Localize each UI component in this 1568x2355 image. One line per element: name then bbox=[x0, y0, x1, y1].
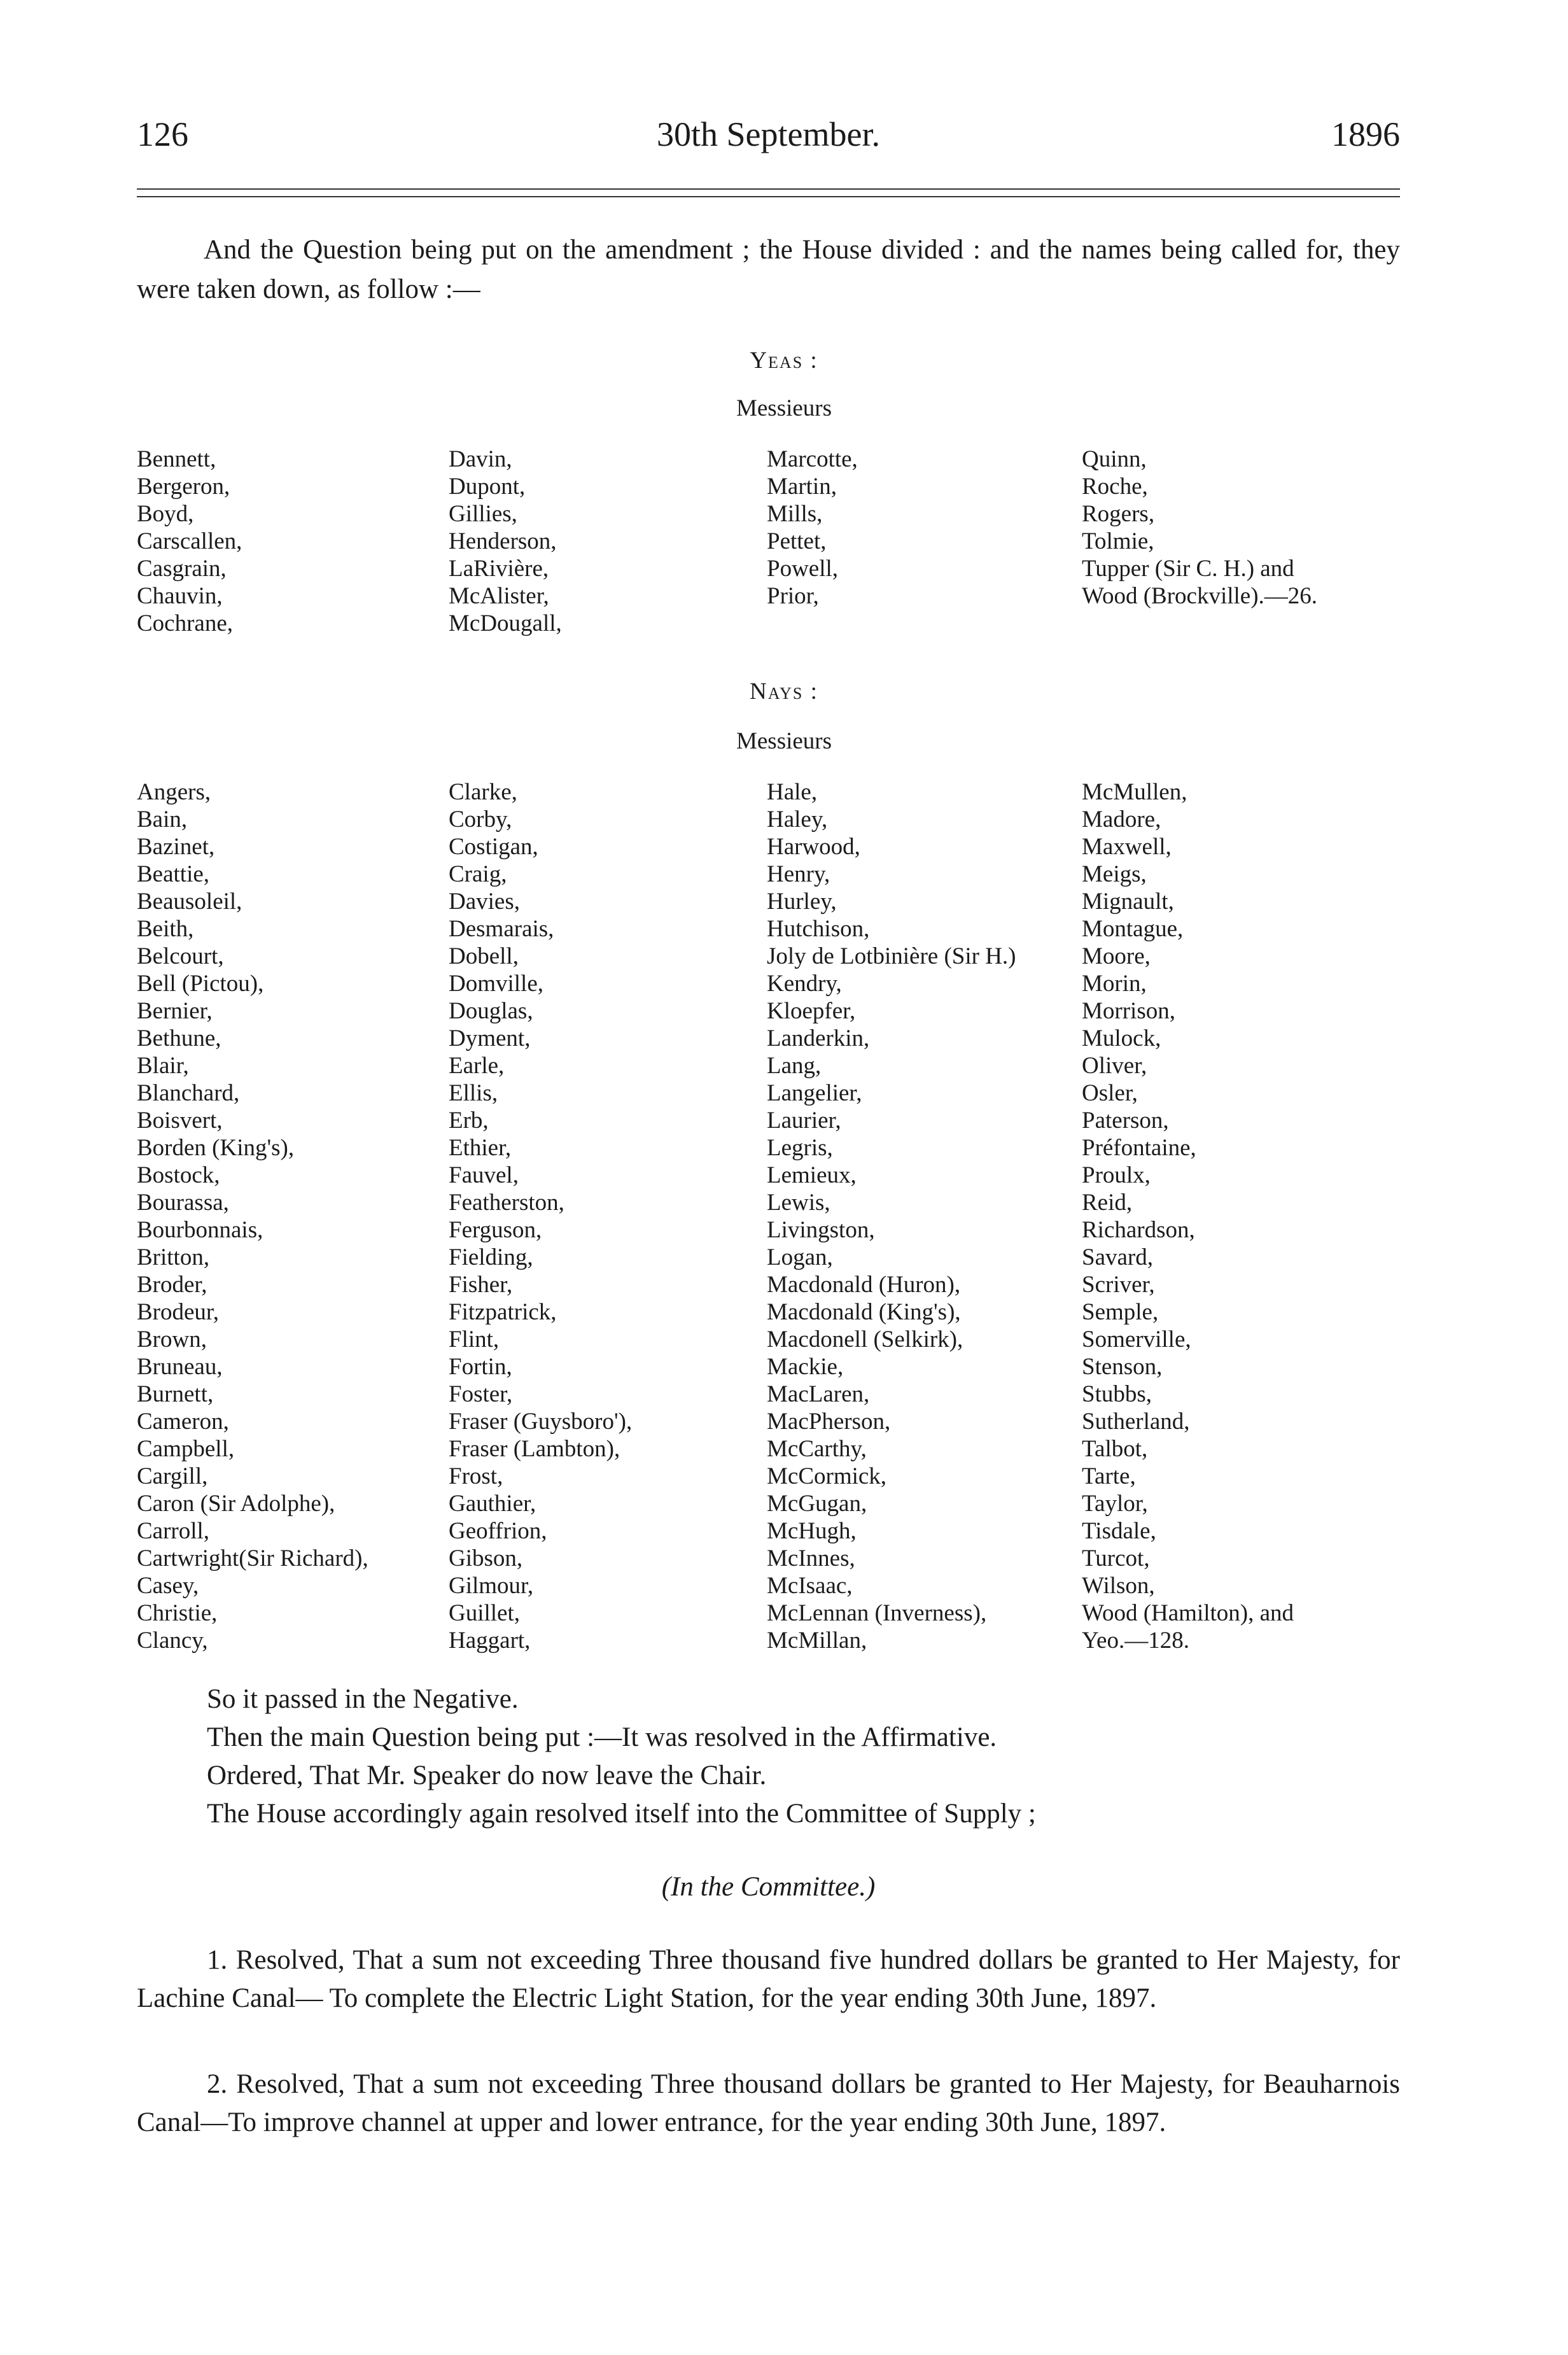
member-name: Casgrain, bbox=[137, 556, 227, 582]
member-name: Powell, bbox=[767, 556, 839, 582]
member-name: Bain, bbox=[137, 806, 188, 833]
member-name: MacLaren, bbox=[767, 1381, 870, 1407]
yeas-column-3 bbox=[767, 446, 858, 610]
member-name: Kloepfer, bbox=[767, 998, 856, 1024]
member-name: Harwood, bbox=[767, 834, 860, 860]
member-name: Ethier, bbox=[449, 1135, 512, 1161]
member-name: Henry, bbox=[767, 861, 830, 887]
member-name: Clarke, bbox=[449, 779, 517, 805]
member-name: Turcot, bbox=[1082, 1545, 1150, 1571]
member-name: McInnes, bbox=[767, 1545, 855, 1571]
member-name: Lewis, bbox=[767, 1190, 830, 1216]
member-name: Montague, bbox=[1082, 916, 1184, 942]
member-name: Haggart, bbox=[449, 1627, 531, 1654]
member-name: Carroll, bbox=[137, 1518, 210, 1544]
member-name: Burnett, bbox=[137, 1381, 214, 1407]
member-name: Moore, bbox=[1082, 943, 1151, 969]
member-name: Ferguson, bbox=[449, 1217, 542, 1243]
member-name: Gibson, bbox=[449, 1545, 523, 1571]
member-name: Borden (King's), bbox=[137, 1135, 295, 1161]
header-rule-bottom bbox=[137, 196, 1400, 197]
member-name: Douglas, bbox=[449, 998, 533, 1024]
member-name: Quinn, bbox=[1082, 446, 1147, 472]
member-name: Chauvin, bbox=[137, 583, 223, 609]
member-name: Tupper (Sir C. H.) and bbox=[1082, 556, 1294, 582]
member-name: Somerville, bbox=[1082, 1326, 1191, 1353]
member-name: Mackie, bbox=[767, 1354, 844, 1380]
member-name: Fraser (Guysboro'), bbox=[449, 1409, 633, 1435]
member-name: Tisdale, bbox=[1082, 1518, 1156, 1544]
member-name: Flint, bbox=[449, 1326, 500, 1353]
member-name: Henderson, bbox=[449, 528, 557, 554]
member-name: Cameron, bbox=[137, 1409, 229, 1435]
member-name: McIsaac, bbox=[767, 1573, 853, 1599]
member-name: Stenson, bbox=[1082, 1354, 1163, 1380]
member-name: Pettet, bbox=[767, 528, 827, 554]
nays-column-3 bbox=[767, 778, 1016, 1654]
member-name: Erb, bbox=[449, 1107, 489, 1134]
member-name: Blair, bbox=[137, 1053, 189, 1079]
member-name: Frost, bbox=[449, 1463, 503, 1489]
yeas-messieurs: Messieurs bbox=[736, 395, 832, 421]
member-name: Bergeron, bbox=[137, 474, 230, 500]
member-name: Caron (Sir Adolphe), bbox=[137, 1491, 335, 1517]
member-name: Carscallen, bbox=[137, 528, 242, 554]
member-name: Madore, bbox=[1082, 806, 1161, 833]
member-name: Domville, bbox=[449, 971, 544, 997]
member-name: Landerkin, bbox=[767, 1025, 870, 1051]
member-name: Richardson, bbox=[1082, 1217, 1195, 1243]
yeas-column-1 bbox=[137, 446, 242, 637]
member-name: Oliver, bbox=[1082, 1053, 1147, 1079]
member-name: Britton, bbox=[137, 1244, 210, 1270]
member-name: Morrison, bbox=[1082, 998, 1175, 1024]
member-name: Proulx, bbox=[1082, 1162, 1151, 1188]
member-name: Fraser (Lambton), bbox=[449, 1436, 620, 1462]
member-name: Casey, bbox=[137, 1573, 199, 1599]
member-name: Martin, bbox=[767, 474, 837, 500]
resolution-text: 1. Resolved, That a sum not exceeding Three thousand five hundred dollars be granted to Her Majesty, for Lachine Canal— To complete the Electric Light Station, for the year ending 30th June, 1897. bbox=[137, 1945, 1400, 2013]
member-name: Gilmour, bbox=[449, 1573, 534, 1599]
resolution-text: 2. Resolved, That a sum not exceeding Three thousand dollars be granted to Her Majesty, for Beauharnois Canal—To improve channel at upper and lower entrance, for the year ending 30th June, 1897. bbox=[137, 2069, 1400, 2137]
proceeding-line: The House accordingly again resolved itself into the Committee of Supply ; bbox=[207, 1799, 1036, 1829]
member-name: Semple, bbox=[1082, 1299, 1159, 1325]
member-name: Roche, bbox=[1082, 474, 1148, 500]
yeas-heading: Yeas : bbox=[750, 348, 818, 374]
page-date: 30th September. bbox=[657, 115, 880, 153]
member-name: Livingston, bbox=[767, 1217, 875, 1243]
member-name: Campbell, bbox=[137, 1436, 235, 1462]
nays-column-4 bbox=[1082, 778, 1294, 1654]
member-name: Tolmie, bbox=[1082, 528, 1154, 554]
member-name: Joly de Lotbinière (Sir H.) bbox=[767, 943, 1016, 969]
member-name: Dobell, bbox=[449, 943, 519, 969]
member-name: McLennan (Inverness), bbox=[767, 1600, 987, 1626]
member-name: Kendry, bbox=[767, 971, 842, 997]
member-name: Boisvert, bbox=[137, 1107, 223, 1134]
resolution-2 bbox=[137, 2065, 1400, 2142]
member-name: Yeo.—128. bbox=[1082, 1627, 1189, 1654]
page-year: 1896 bbox=[1331, 115, 1400, 153]
member-name: Dupont, bbox=[449, 474, 526, 500]
nays-column-2 bbox=[449, 778, 632, 1654]
member-name: Hurley, bbox=[767, 889, 837, 915]
header-rule-top bbox=[137, 188, 1400, 190]
member-name: McHugh, bbox=[767, 1518, 857, 1544]
member-name: Haley, bbox=[767, 806, 828, 833]
member-name: Bennett, bbox=[137, 446, 216, 472]
member-name: Brodeur, bbox=[137, 1299, 220, 1325]
member-name: Fortin, bbox=[449, 1354, 512, 1380]
member-name: Taylor, bbox=[1082, 1491, 1148, 1517]
member-name: Foster, bbox=[449, 1381, 513, 1407]
member-name: Bourassa, bbox=[137, 1190, 229, 1216]
member-name: Davin, bbox=[449, 446, 512, 472]
member-name: Logan, bbox=[767, 1244, 833, 1270]
member-name: Gauthier, bbox=[449, 1491, 536, 1517]
member-name: Christie, bbox=[137, 1600, 218, 1626]
nays-list bbox=[137, 778, 1400, 1657]
member-name: Davies, bbox=[449, 889, 520, 915]
member-name: Lemieux, bbox=[767, 1162, 857, 1188]
member-name: Clancy, bbox=[137, 1627, 208, 1654]
member-name: McCarthy, bbox=[767, 1436, 867, 1462]
member-name: Beith, bbox=[137, 916, 194, 942]
member-name: Beausoleil, bbox=[137, 889, 242, 915]
member-name: Talbot, bbox=[1082, 1436, 1148, 1462]
member-name: Scriver, bbox=[1082, 1272, 1155, 1298]
member-name: Tarte, bbox=[1082, 1463, 1136, 1489]
member-name: McDougall, bbox=[449, 610, 562, 636]
member-name: LaRivière, bbox=[449, 556, 549, 582]
member-name: Belcourt, bbox=[137, 943, 224, 969]
member-name: Legris, bbox=[767, 1135, 833, 1161]
member-name: Bell (Pictou), bbox=[137, 971, 264, 997]
member-name: Costigan, bbox=[449, 834, 538, 860]
yeas-list bbox=[137, 446, 1400, 643]
member-name: Fielding, bbox=[449, 1244, 533, 1270]
member-name: Laurier, bbox=[767, 1107, 841, 1134]
member-name: Ellis, bbox=[449, 1080, 498, 1106]
member-name: Cartwright(Sir Richard), bbox=[137, 1545, 368, 1571]
member-name: Fitzpatrick, bbox=[449, 1299, 557, 1325]
member-name: Savard, bbox=[1082, 1244, 1153, 1270]
member-name: Boyd, bbox=[137, 501, 194, 527]
member-name: Cochrane, bbox=[137, 610, 234, 636]
member-name: Dyment, bbox=[449, 1025, 531, 1051]
member-name: McAlister, bbox=[449, 583, 549, 609]
member-name: Macdonald (King's), bbox=[767, 1299, 961, 1325]
member-name: Rogers, bbox=[1082, 501, 1155, 527]
member-name: Osler, bbox=[1082, 1080, 1138, 1106]
member-name: Meigs, bbox=[1082, 861, 1147, 887]
member-name: McMillan, bbox=[767, 1627, 867, 1654]
member-name: Gillies, bbox=[449, 501, 517, 527]
member-name: Angers, bbox=[137, 779, 211, 805]
member-name: Mulock, bbox=[1082, 1025, 1161, 1051]
member-name: Wood (Brockville).—26. bbox=[1082, 583, 1318, 609]
page-header bbox=[137, 115, 1400, 159]
member-name: Hutchison, bbox=[767, 916, 870, 942]
member-name: Featherston, bbox=[449, 1190, 564, 1216]
nays-heading: Nays : bbox=[750, 678, 818, 705]
nays-messieurs: Messieurs bbox=[736, 728, 832, 754]
member-name: Fisher, bbox=[449, 1272, 513, 1298]
member-name: Bernier, bbox=[137, 998, 213, 1024]
member-name: Guillet, bbox=[449, 1600, 521, 1626]
member-name: Stubbs, bbox=[1082, 1381, 1152, 1407]
member-name: Brown, bbox=[137, 1326, 207, 1353]
member-name: MacPherson, bbox=[767, 1409, 891, 1435]
member-name: Broder, bbox=[137, 1272, 207, 1298]
member-name: Marcotte, bbox=[767, 446, 858, 472]
member-name: Craig, bbox=[449, 861, 507, 887]
member-name: Mills, bbox=[767, 501, 823, 527]
member-name: Beattie, bbox=[137, 861, 210, 887]
member-name: McMullen, bbox=[1082, 779, 1187, 805]
member-name: Wilson, bbox=[1082, 1573, 1155, 1599]
member-name: Préfontaine, bbox=[1082, 1135, 1196, 1161]
member-name: Bourbonnais, bbox=[137, 1217, 263, 1243]
proceeding-line: So it passed in the Negative. bbox=[207, 1684, 519, 1714]
member-name: Lang, bbox=[767, 1053, 822, 1079]
member-name: McGugan, bbox=[767, 1491, 867, 1517]
resolution-1 bbox=[137, 1941, 1400, 2018]
member-name: Earle, bbox=[449, 1053, 505, 1079]
nays-column-1 bbox=[137, 778, 368, 1654]
member-name: Bruneau, bbox=[137, 1354, 223, 1380]
member-name: Reid, bbox=[1082, 1190, 1133, 1216]
member-name: Maxwell, bbox=[1082, 834, 1172, 860]
member-name: Morin, bbox=[1082, 971, 1147, 997]
proceedings bbox=[137, 1680, 1400, 1833]
proceeding-line: Ordered, That Mr. Speaker do now leave the Chair. bbox=[207, 1761, 767, 1790]
yeas-column-4 bbox=[1082, 446, 1317, 610]
member-name: Fauvel, bbox=[449, 1162, 519, 1188]
member-name: McCormick, bbox=[767, 1463, 887, 1489]
intro-paragraph: And the Question being put on the amendment ; the House divided : and the names being called for, they were taken down, as follow :— bbox=[137, 235, 1400, 304]
committee-heading: (In the Committee.) bbox=[661, 1872, 876, 1902]
page-number: 126 bbox=[137, 115, 188, 153]
member-name: Langelier, bbox=[767, 1080, 862, 1106]
member-name: Bostock, bbox=[137, 1162, 220, 1188]
member-name: Wood (Hamilton), and bbox=[1082, 1600, 1294, 1626]
member-name: Mignault, bbox=[1082, 889, 1174, 915]
member-name: Cargill, bbox=[137, 1463, 208, 1489]
member-name: Blanchard, bbox=[137, 1080, 240, 1106]
member-name: Corby, bbox=[449, 806, 512, 833]
member-name: Bethune, bbox=[137, 1025, 221, 1051]
yeas-column-2 bbox=[449, 446, 562, 637]
member-name: Macdonell (Selkirk), bbox=[767, 1326, 963, 1353]
member-name: Sutherland, bbox=[1082, 1409, 1190, 1435]
proceeding-line: Then the main Question being put :—It was resolved in the Affirmative. bbox=[207, 1722, 997, 1752]
member-name: Bazinet, bbox=[137, 834, 215, 860]
member-name: Prior, bbox=[767, 583, 819, 609]
member-name: Macdonald (Huron), bbox=[767, 1272, 961, 1298]
member-name: Desmarais, bbox=[449, 916, 554, 942]
member-name: Geoffrion, bbox=[449, 1518, 547, 1544]
member-name: Paterson, bbox=[1082, 1107, 1169, 1134]
member-name: Hale, bbox=[767, 779, 818, 805]
